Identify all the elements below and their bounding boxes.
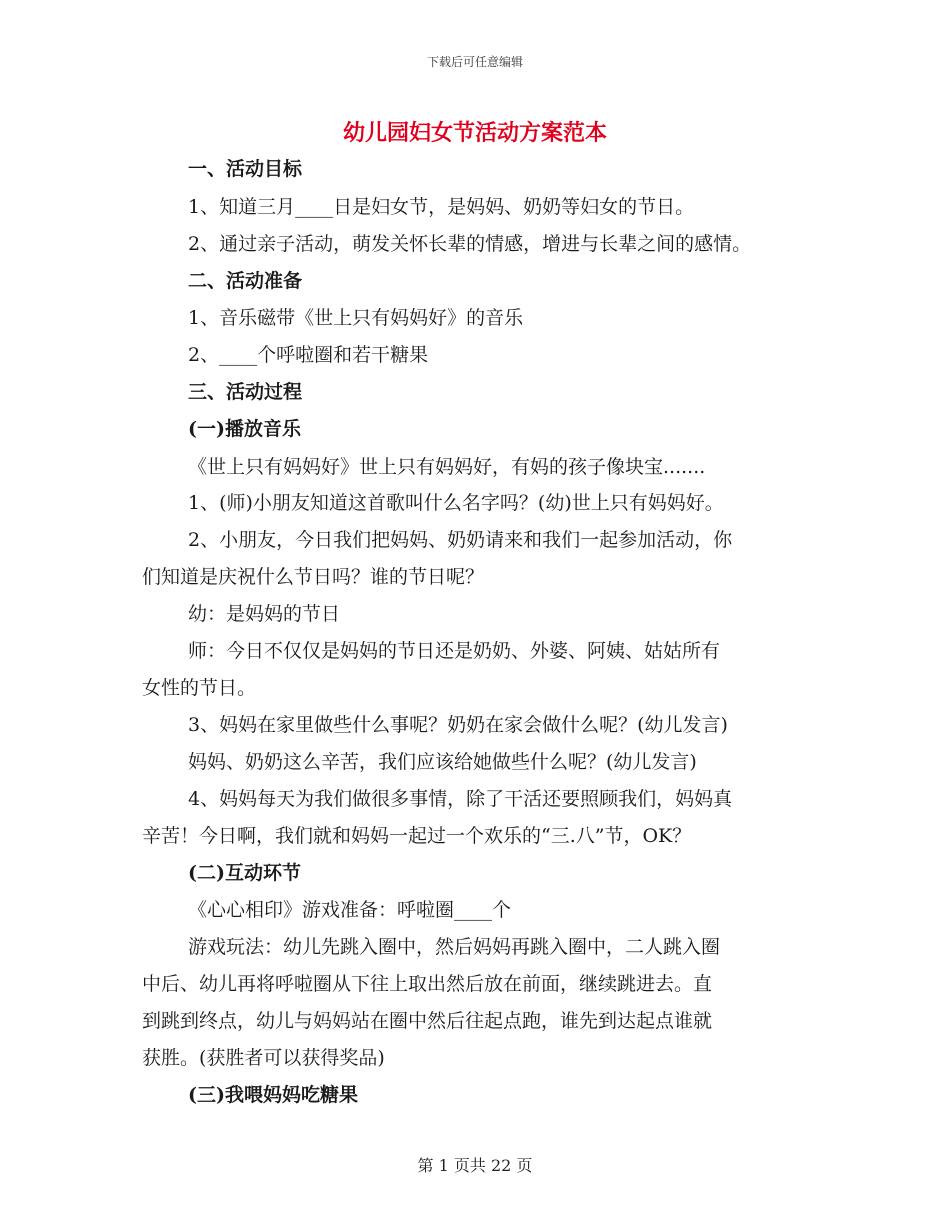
paragraph-line: 游戏玩法：幼儿先跳入圈中，然后妈妈再跳入圈中，二人跳入圈: [188, 936, 721, 958]
paragraph-line: 1、(师)小朋友知道这首歌叫什么名字吗？(幼)世上只有妈妈好。: [188, 492, 724, 514]
section-heading: 三、活动过程: [188, 381, 303, 403]
paragraph-line: 《世上只有妈妈好》世上只有妈妈好，有妈的孩子像块宝.......: [188, 456, 706, 478]
paragraph-line: 辛苦！今日啊，我们就和妈妈一起过一个欢乐的“三.八”节，OK？: [142, 825, 692, 847]
header-note: 下载后可任意编辑: [426, 55, 523, 69]
paragraph-line: 到跳到终点，幼儿与妈妈站在圈中然后往起点跑，谁先到达起点谁就: [142, 1010, 713, 1032]
paragraph-line: 妈妈、奶奶这么辛苦，我们应该给她做些什么呢？(幼儿发言): [188, 751, 697, 773]
subsection-heading: (二)互动环节: [188, 862, 301, 884]
paragraph-line: 幼：是妈妈的节日: [188, 603, 341, 625]
paragraph-line: 们知道是庆祝什么节日吗？谁的节日呢？: [142, 566, 485, 588]
paragraph-line: 获胜。(获胜者可以获得奖品): [142, 1047, 385, 1069]
paragraph-line: 1、音乐磁带《世上只有妈妈好》的音乐: [188, 307, 524, 329]
paragraph-line: 2、小朋友，今日我们把妈妈、奶奶请来和我们一起参加活动，你: [188, 529, 733, 551]
paragraph-line: 2、通过亲子活动，萌发关怀长辈的情感，增进与长辈之间的感情。: [188, 233, 752, 255]
subsection-heading: (三)我喂妈妈吃糖果: [188, 1084, 358, 1106]
document-title: 幼儿园妇女节活动方案范本: [342, 120, 607, 146]
paragraph-line: 《心心相印》游戏准备：呼啦圈____个: [188, 899, 512, 921]
subsection-heading: (一)播放音乐: [188, 418, 301, 440]
paragraph-line: 女性的节日。: [142, 677, 257, 699]
paragraph-line: 师：今日不仅仅是妈妈的节日还是奶奶、外婆、阿姨、姑姑所有: [188, 640, 721, 662]
paragraph-line: 中后、幼儿再将呼啦圈从下往上取出然后放在前面，继续跳进去。直: [142, 973, 713, 995]
section-heading: 一、活动目标: [188, 158, 303, 180]
page-footer: 第 1 页共 22 页: [417, 1156, 533, 1175]
paragraph-line: 2、____个呼啦圈和若干糖果: [188, 344, 429, 366]
paragraph-line: 4、妈妈每天为我们做很多事情，除了干活还要照顾我们，妈妈真: [188, 788, 733, 810]
section-heading: 二、活动准备: [188, 270, 303, 292]
paragraph-line: 3、妈妈在家里做些什么事呢？奶奶在家会做什么呢？(幼儿发言): [188, 714, 728, 736]
paragraph-line: 1、知道三月____日是妇女节，是妈妈、奶奶等妇女的节日。: [188, 196, 695, 218]
